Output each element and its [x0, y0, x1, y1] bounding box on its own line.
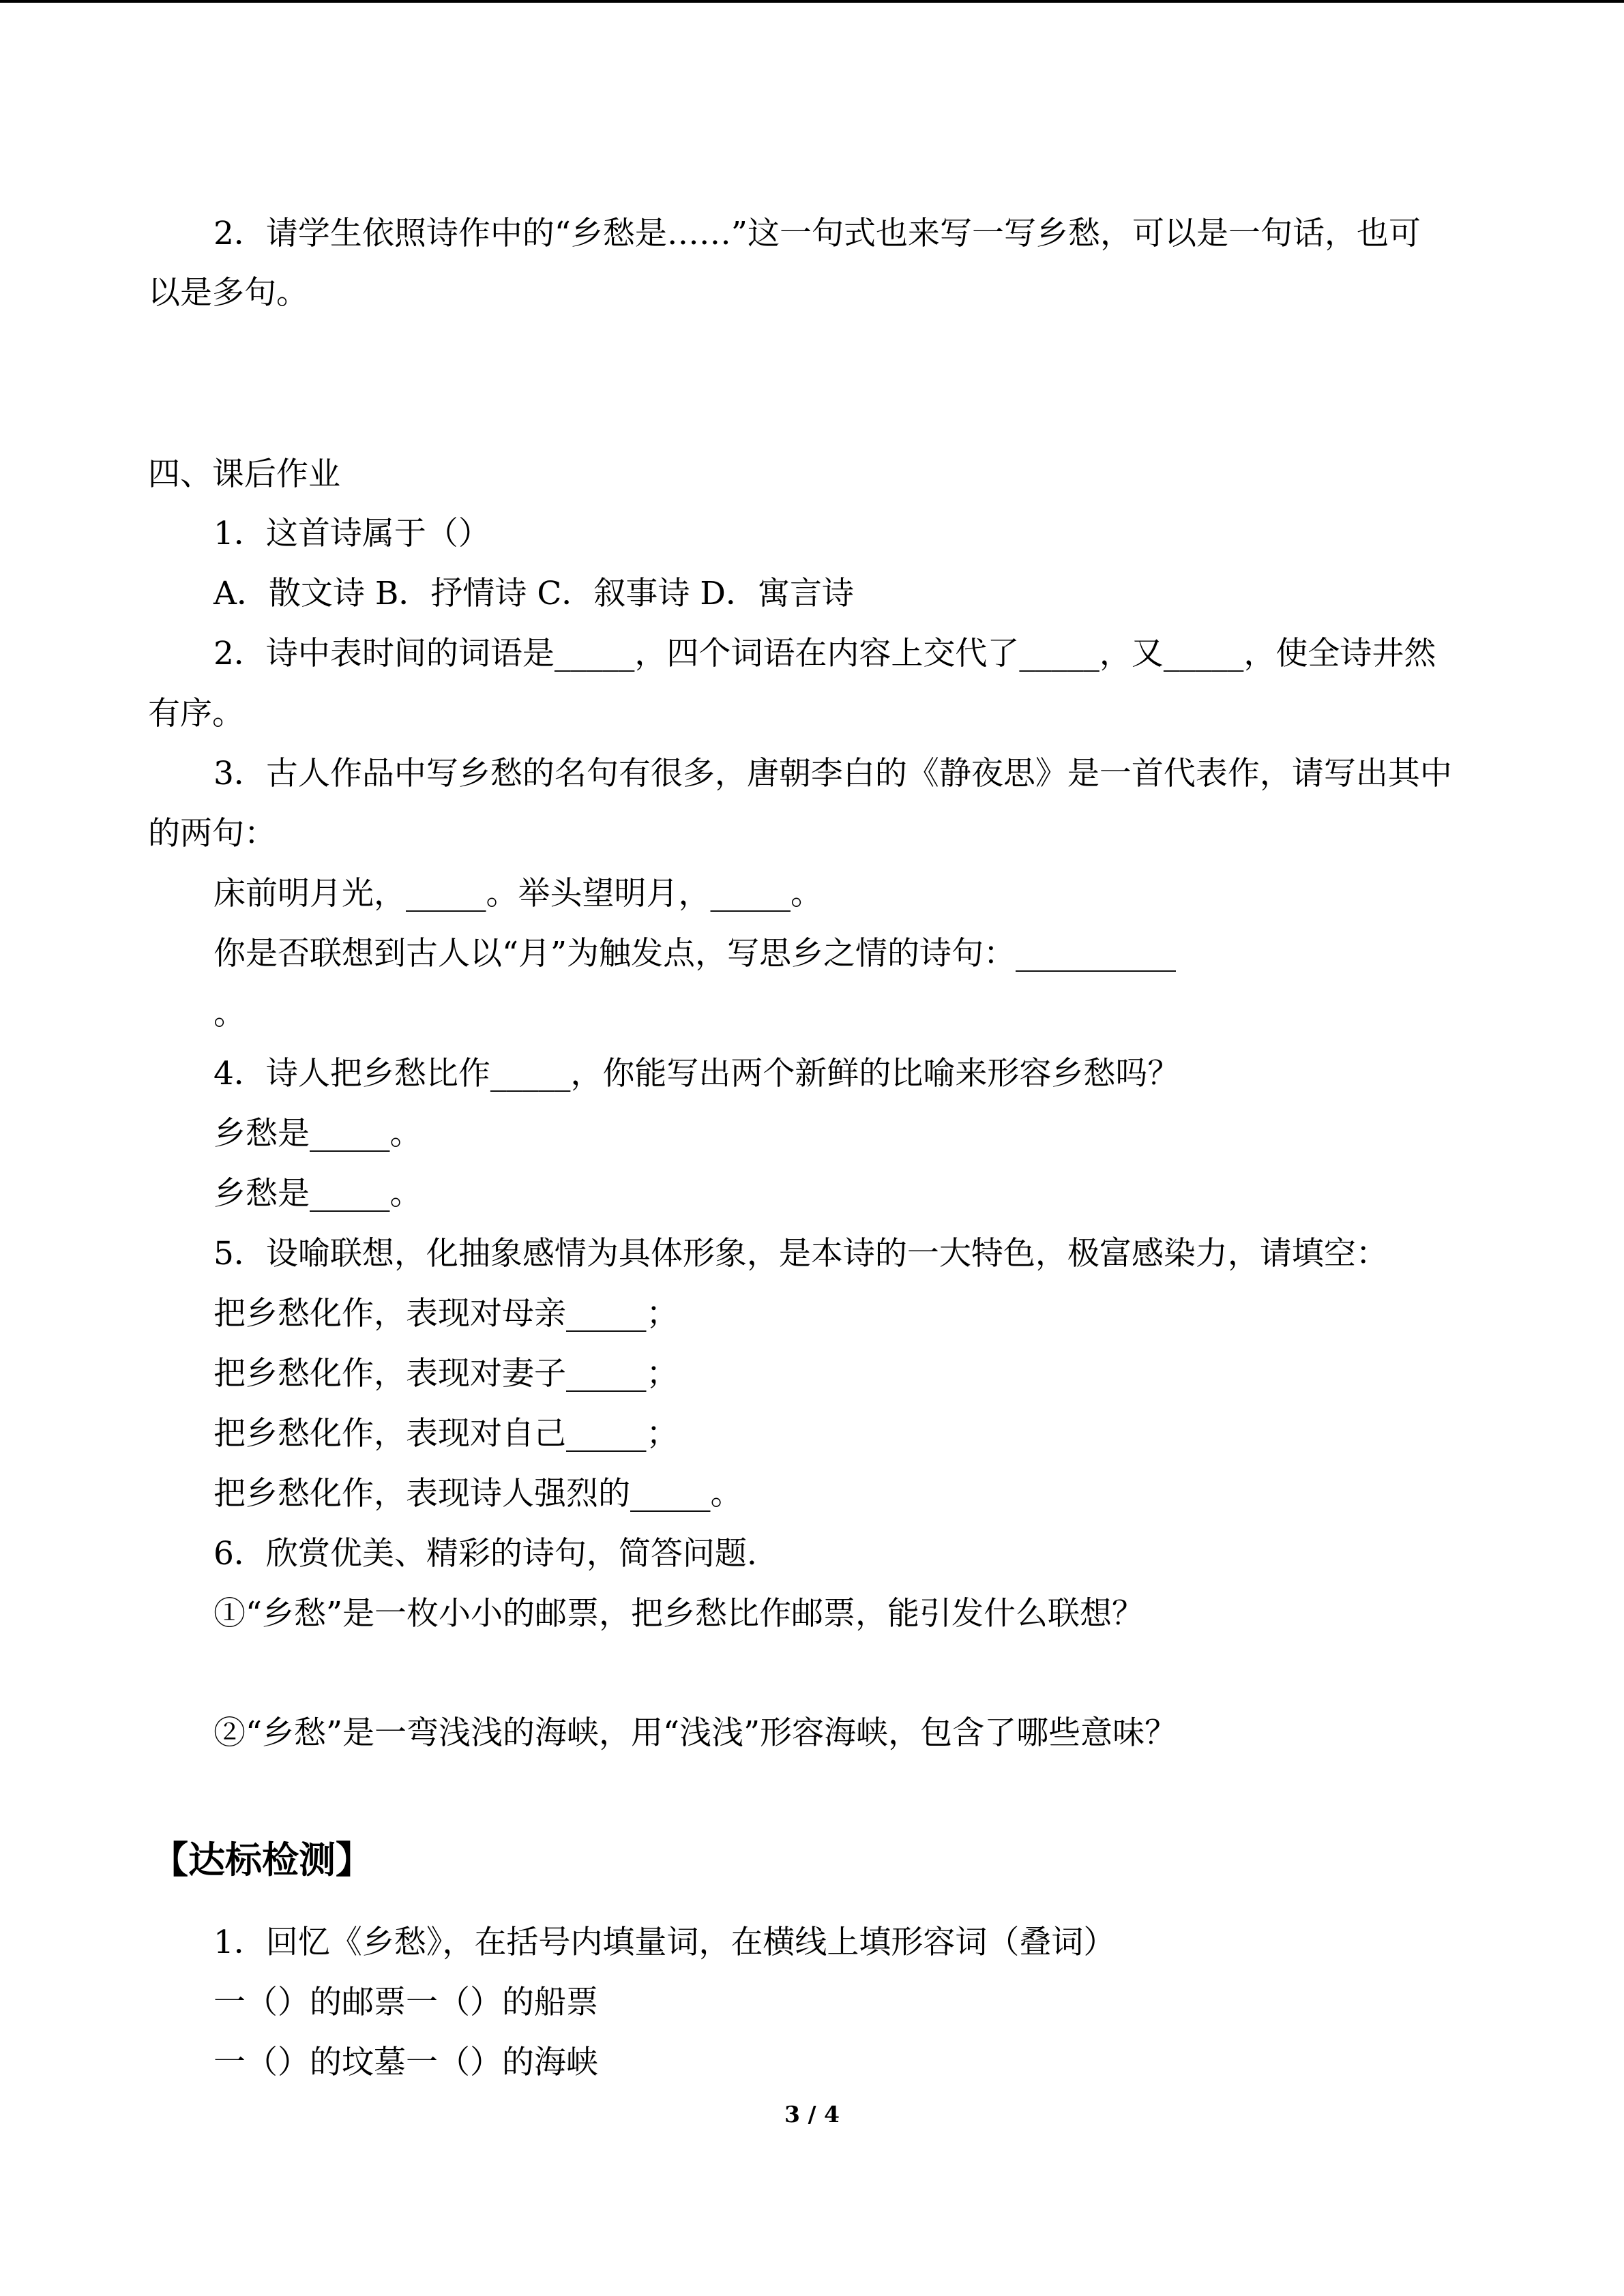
q3-moon-line-end: 。: [213, 995, 246, 1032]
q5-blank-wife: 把乡愁化作，表现对妻子_____；: [213, 1355, 679, 1392]
q4-metaphor-2: 乡愁是_____。: [213, 1175, 422, 1212]
q5-line: 5．设喻联想，化抽象感情为具体形象，是本诗的一大特色，极富感染力，请填空：: [213, 1235, 1388, 1272]
check-heading: 【达标检测】: [151, 1838, 372, 1881]
q3-line: 3．古人作品中写乡愁的名句有很多，唐朝李白的《静夜思》是一首代表作，请写出其中: [213, 755, 1452, 792]
q1-line: 1．这首诗属于（）: [213, 515, 490, 552]
q5-blank-mother: 把乡愁化作，表现对母亲_____；: [213, 1295, 679, 1332]
top-border: [0, 0, 1624, 3]
q2-line-cont: 有序。: [148, 695, 244, 732]
check-q1-row-2: 一（）的坟墓一（）的海峡: [213, 2044, 598, 2081]
check-q1-row-1: 一（）的邮票一（）的船票: [213, 1984, 598, 2021]
q5-blank-poet: 把乡愁化作，表现诗人强烈的_____。: [213, 1475, 743, 1512]
page-number: 3 / 4: [784, 2101, 840, 2128]
q6-line: 6．欣赏优美、精彩的诗句，简答问题.: [213, 1535, 757, 1572]
q3-poem-line: 床前明月光，_____。举头望明月，_____。: [213, 875, 823, 912]
check-q1: 1．回忆《乡愁》，在括号内填量词，在横线上填形容词（叠词）: [213, 1924, 1116, 1961]
intro-line-1: 2．请学生依照诗作中的“乡愁是……”这一句式也来写一写乡愁，可以是一句话，也可: [213, 215, 1421, 252]
q2-line: 2．诗中表时间的词语是_____，四个词语在内容上交代了_____，又_____，使全诗井然: [213, 635, 1436, 672]
q6-sub-2: ②“乡愁”是一弯浅浅的海峡，用“浅浅”形容海峡，包含了哪些意味？: [213, 1714, 1177, 1752]
intro-line-2: 以是多句。: [148, 274, 308, 312]
q3-moon-line: 你是否联想到古人以“月”为触发点，写思乡之情的诗句：__________: [213, 935, 1177, 972]
q5-blank-self: 把乡愁化作，表现对自己_____；: [213, 1415, 679, 1452]
q1-options: A．散文诗 B．抒情诗 C．叙事诗 D．寓言诗: [213, 575, 854, 612]
q4-line: 4．诗人把乡愁比作_____，你能写出两个新鲜的比喻来形容乡愁吗？: [213, 1055, 1180, 1092]
q4-metaphor-1: 乡愁是_____。: [213, 1115, 422, 1152]
section-title-homework: 四、课后作业: [148, 456, 340, 493]
q3-line-cont: 的两句：: [148, 815, 276, 852]
q6-sub-1: ①“乡愁”是一枚小小的邮票，把乡愁比作邮票，能引发什么联想？: [213, 1595, 1145, 1632]
